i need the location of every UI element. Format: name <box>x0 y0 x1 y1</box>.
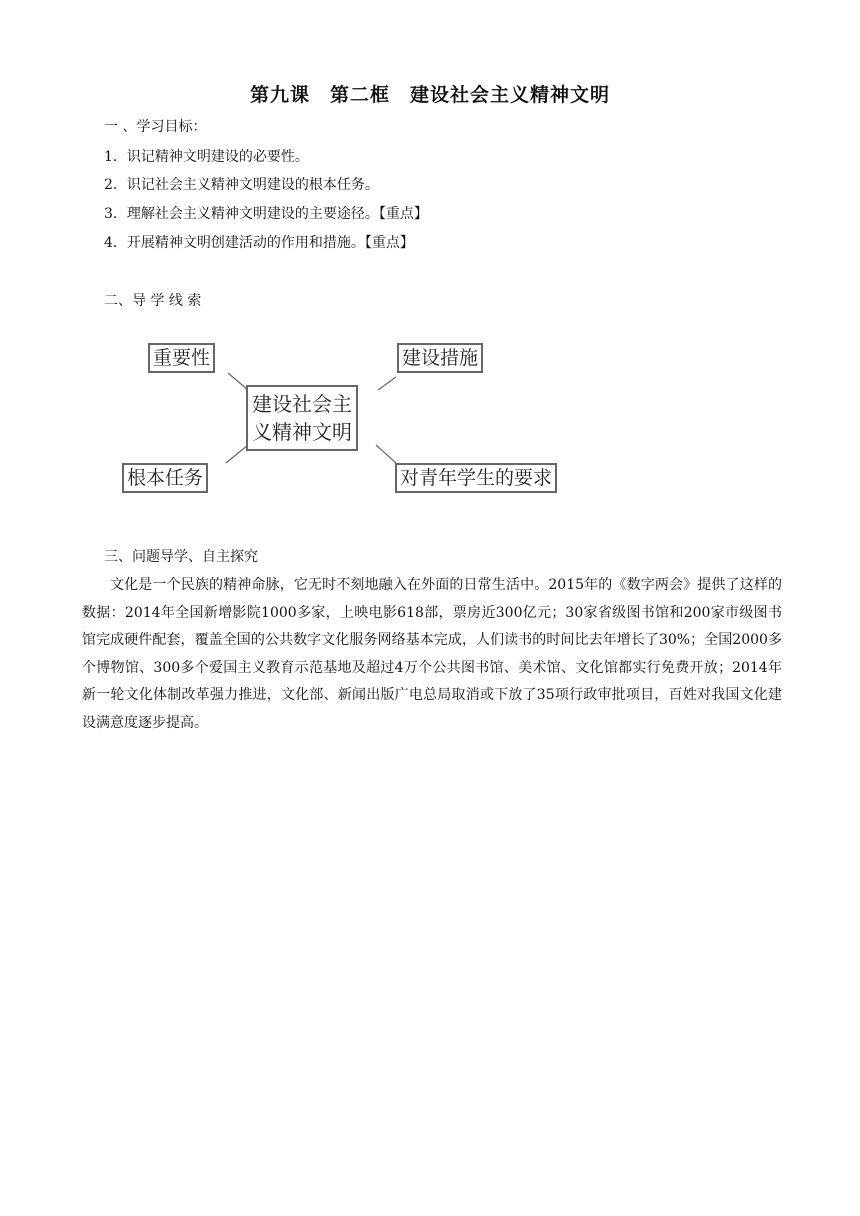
node-measures: 建设措施 <box>397 343 483 373</box>
node-center-line1: 建设社会主 <box>252 392 352 416</box>
page-title: 第九课 第二框 建设社会主义精神文明 <box>249 84 610 106</box>
objective-item-2: 2．识记社会主义精神文明建设的根本任务。 <box>104 177 379 193</box>
node-center <box>246 385 358 451</box>
concept-diagram <box>118 335 598 495</box>
node-fundamental-task: 根本任务 <box>122 463 208 493</box>
section1-heading: 一 、学习目标： <box>104 119 207 135</box>
objective-item-1: 1．识记精神文明建设的必要性。 <box>104 149 309 165</box>
node-center-line2: 义精神文明 <box>252 420 352 444</box>
objective-item-3: 3．理解社会主义精神文明建设的主要途径。【重点】 <box>104 206 428 222</box>
node-youth-requirements: 对青年学生的要求 <box>395 463 557 493</box>
section2-heading: 二、导 学 线 索 <box>104 293 202 309</box>
inquiry-paragraph: 文化是一个民族的精神命脉，它无时不刻地融入在外面的日常生活中。2015年的《数字两会》提供了这样的数据：2014年全国新增影院1000多家，上映电影618部，票房近300亿元；30家省级图书馆和200家市级图书馆完成硬件配套，覆盖全国的公共数字文化服务网络基本完成，人们读书的时间比去年增长了30%；全国2000多个博物馆、300多个爱国主义教育示范基地及超过4万个公共图书馆、美术馆、文化馆都实行免费开放；2014年新一轮文化体制改革强力推进，文化部、新闻出版广电总局取消或下放了35项行政审批项目，百姓对我国文化建设满意度逐步提高。 <box>82 577 782 731</box>
objective-item-4: 4．开展精神文明创建活动的作用和措施。【重点】 <box>104 235 414 251</box>
section3-heading: 三、问题导学、自主探究 <box>104 549 258 565</box>
node-importance: 重要性 <box>148 343 215 373</box>
